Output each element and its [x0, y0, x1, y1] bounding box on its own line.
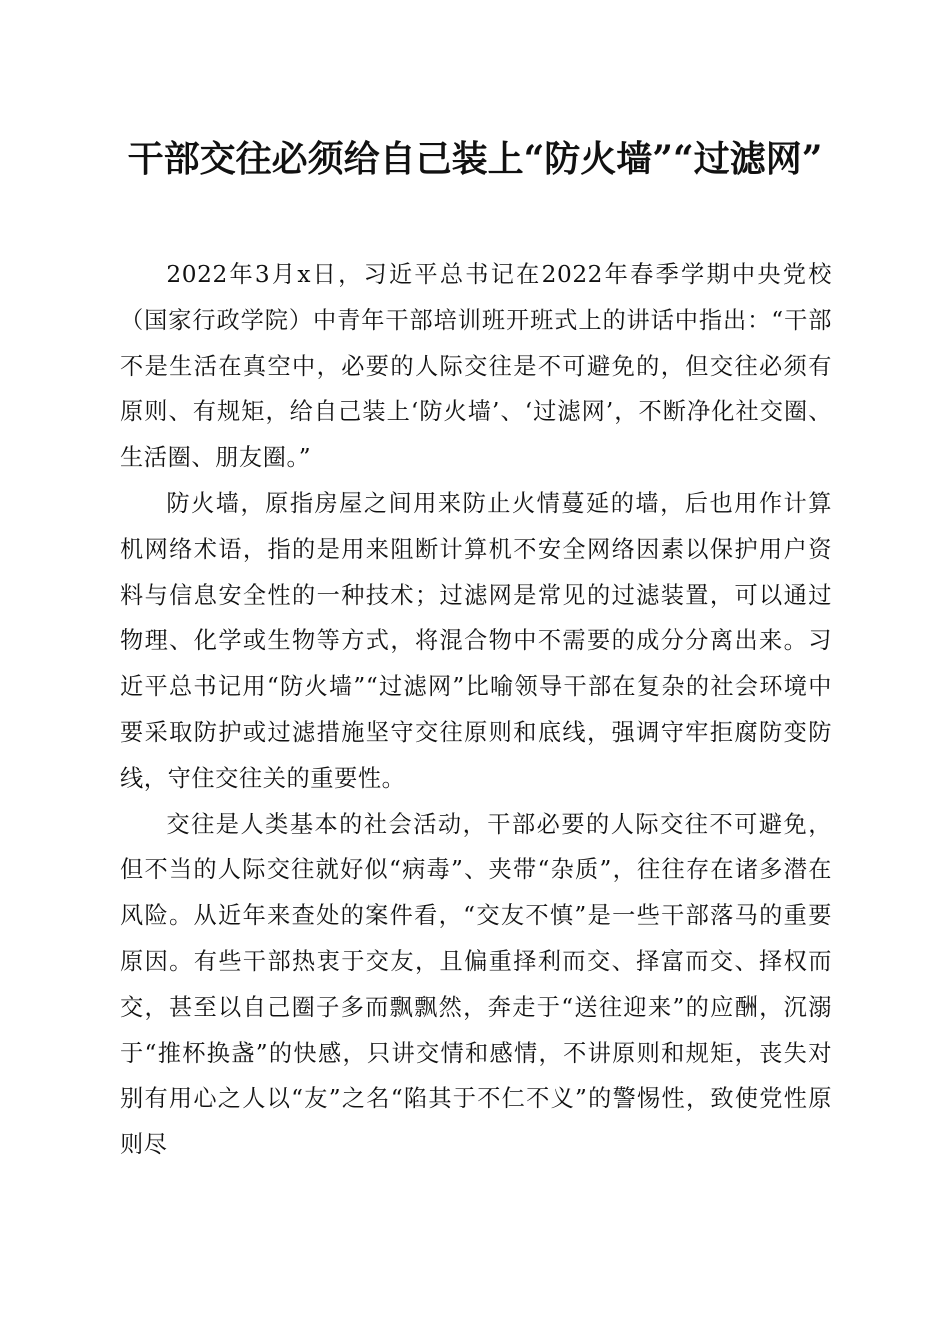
document-body [120, 252, 832, 1168]
paragraph-1: 2022年3月x日，习近平总书记在2022年春季学期中央党校（国家行政学院）中青年干部培训班开班式上的讲话中指出：“干部不是生活在真空中，必要的人际交往是不可避免的，但交往必须有原则、有规矩，给自己装上‘防火墙’、‘过滤网’，不断净化社交圈、生活圈、朋友圈。” [120, 261, 832, 472]
paragraph-2: 防火墙，原指房屋之间用来防止火情蔓延的墙，后也用作计算机网络术语，指的是用来阻断计算机不安全网络因素以保护用户资料与信息安全性的一种技术；过滤网是常见的过滤装置，可以通过物理、化学或生物等方式，将混合物中不需要的成分分离出来。习近平总书记用“防火墙”“过滤网”比喻领导干部在复杂的社会环境中要采取防护或过滤措施坚守交往原则和底线，强调守牢拒腐防变防线，守住交往关的重要性。 [120, 489, 832, 792]
paragraph-3: 交往是人类基本的社会活动，干部必要的人际交往不可避免，但不当的人际交往就好似“病毒”、夹带“杂质”，往往存在诸多潜在风险。从近年来查处的案件看，“交友不慎”是一些干部落马的重要原因。有些干部热衷于交友，且偏重择利而交、择富而交、择权而交，甚至以自己圈子多而飘飘然，奔走于“送往迎来”的应酬，沉溺于“推杯换盏”的快感，只讲交情和感情，不讲原则和规矩，丧失对别有用心之人以“友”之名“陷其于不仁不义”的警惕性，致使党性原则尽 [120, 810, 832, 1159]
document-title: 干部交往必须给自己装上“防火墙”“过滤网” [127, 138, 823, 180]
